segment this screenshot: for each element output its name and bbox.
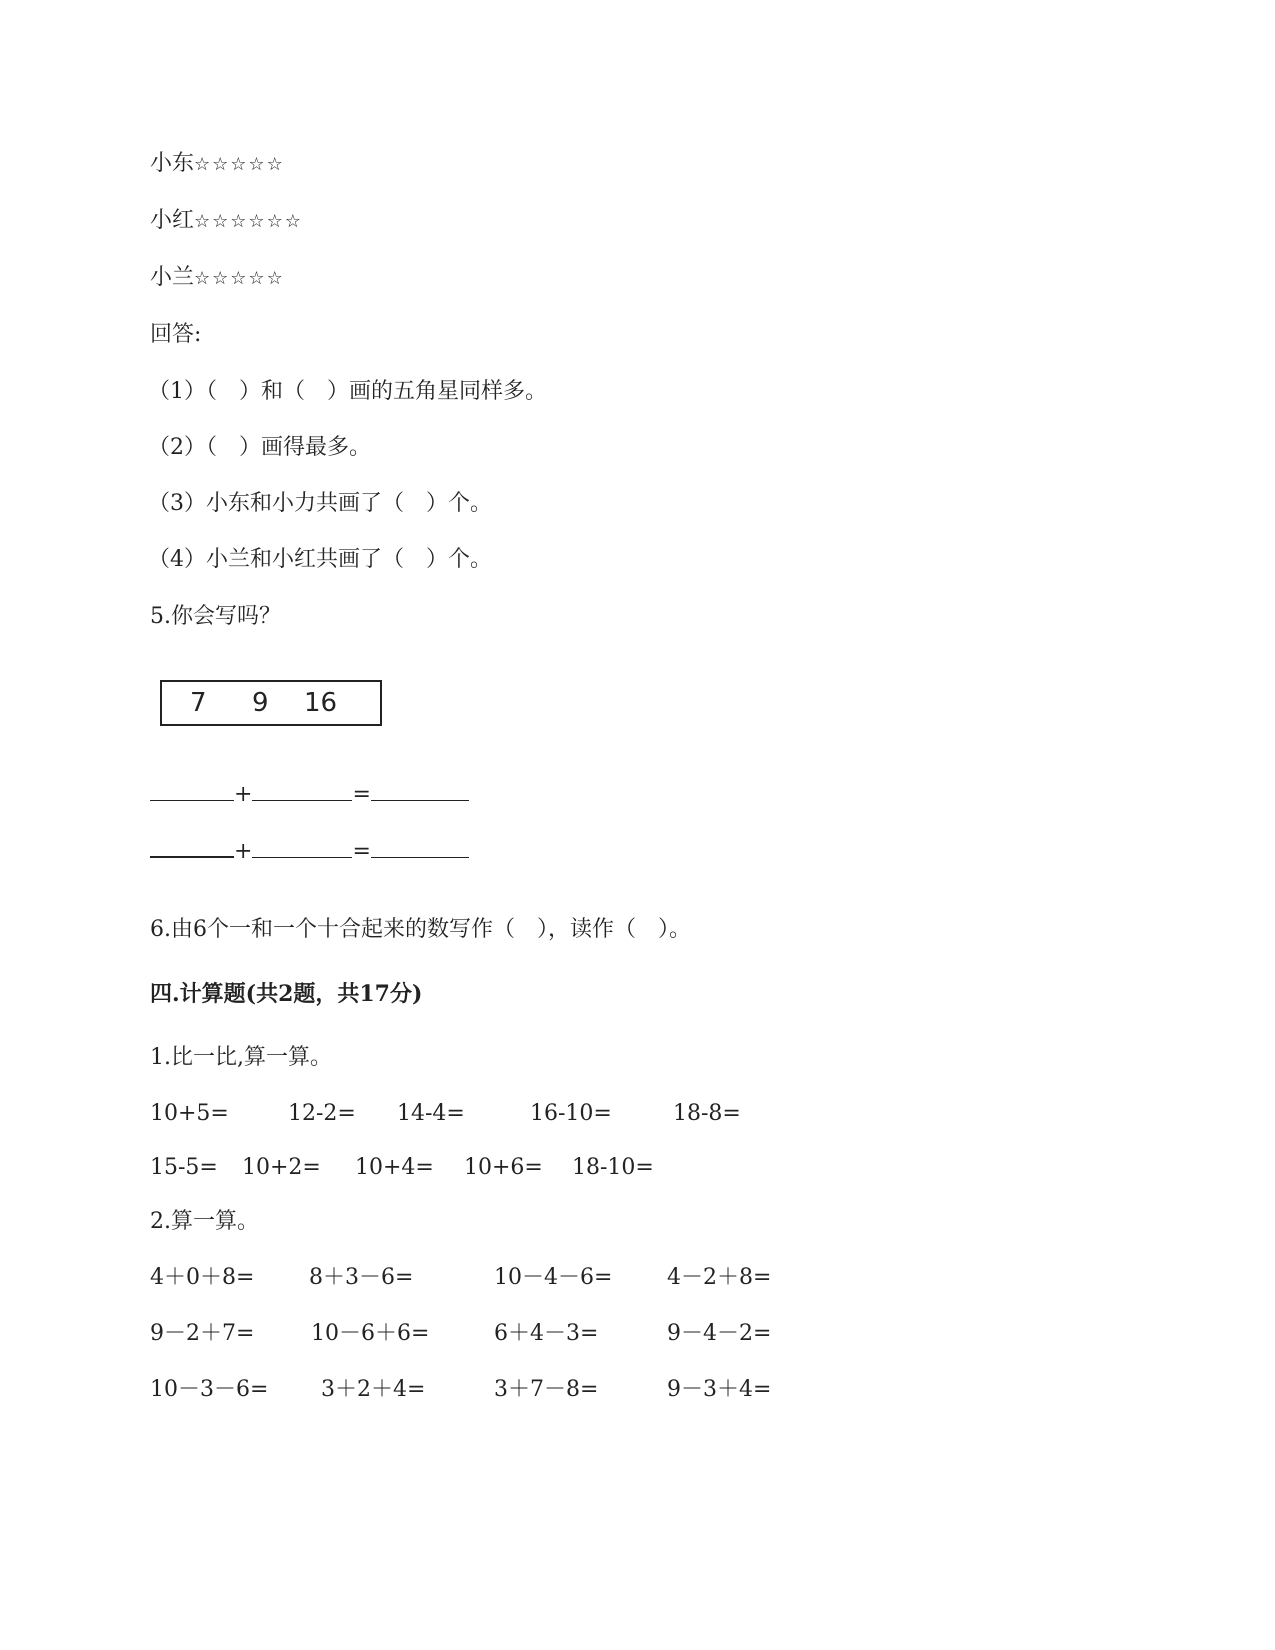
calc-item: 9－3＋4=: [667, 1377, 772, 1402]
calc-item: 15-5=: [150, 1155, 218, 1180]
plus-sign: +: [234, 839, 253, 864]
star-icons: ☆☆☆☆☆☆: [194, 211, 303, 232]
calc-item: 10+4=: [355, 1155, 434, 1180]
equals-sign: =: [352, 839, 371, 864]
calc-item: 8＋3－6=: [309, 1265, 414, 1290]
number-box-value: 16: [304, 688, 338, 718]
star-row-xiaodong: [150, 150, 285, 179]
star-row-xiaolan: [150, 264, 285, 293]
calc-item: 4－2＋8=: [667, 1265, 772, 1290]
equation-blank-row: [150, 776, 469, 809]
equation-blank-row: [150, 832, 469, 866]
star-row-xiaohong: [150, 207, 303, 236]
calc-item: 3＋2＋4=: [321, 1377, 426, 1402]
calc-item: 10+5=: [150, 1101, 229, 1126]
star-row-name: 小东: [150, 151, 195, 176]
q6-text: 6.由6个一和一个十合起来的数写作（ ），读作（ ）。: [150, 917, 691, 942]
question-3: （3）小东和小力共画了（ ）个。: [148, 491, 492, 516]
calc-item: 18-10=: [572, 1155, 654, 1180]
question-2: （2）（ ）画得最多。: [148, 435, 371, 460]
calc-item: 16-10=: [530, 1101, 612, 1126]
answer-blank[interactable]: [252, 776, 352, 801]
calc-item: 10－6＋6=: [311, 1321, 430, 1346]
answer-blank[interactable]: [371, 833, 469, 858]
star-row-name: 小红: [150, 208, 195, 233]
section-title: 四.计算题(共2题，共17分): [150, 981, 423, 1007]
calc-item: 10－4－6=: [494, 1265, 613, 1290]
calc1-title: 1.比一比,算一算。: [150, 1045, 332, 1070]
q5-title: 5.你会写吗？: [150, 604, 281, 629]
calc-item: 9－2＋7=: [150, 1321, 255, 1346]
calc-item: 9－4－2=: [667, 1321, 772, 1346]
equals-sign: =: [352, 782, 371, 807]
calc-item: 14-4=: [397, 1101, 465, 1126]
answer-blank[interactable]: [252, 833, 352, 858]
calc-item: 6＋4－3=: [494, 1321, 599, 1346]
calc-item: 18-8=: [673, 1101, 741, 1126]
calc2-title: 2.算一算。: [150, 1209, 259, 1234]
answer-label: 回答:: [150, 322, 202, 347]
number-box-value: 7: [190, 688, 207, 718]
calc-item: 3＋7－8=: [494, 1377, 599, 1402]
calc-item: 4＋0＋8=: [150, 1265, 255, 1290]
question-1: （1）（ ）和（ ）画的五角星同样多。: [148, 379, 547, 404]
number-box-value: 9: [252, 688, 269, 718]
calc-item: 12-2=: [288, 1101, 356, 1126]
calc-item: 10+2=: [242, 1155, 321, 1180]
number-box: [160, 680, 382, 726]
answer-blank[interactable]: [150, 776, 234, 801]
answer-blank[interactable]: [150, 832, 234, 858]
plus-sign: +: [234, 782, 253, 807]
star-icons: ☆☆☆☆☆: [194, 154, 285, 175]
question-4: （4）小兰和小红共画了（ ）个。: [148, 547, 492, 572]
star-row-name: 小兰: [150, 265, 195, 290]
calc-item: 10－3－6=: [150, 1377, 269, 1402]
answer-blank[interactable]: [371, 776, 469, 801]
calc-item: 10+6=: [464, 1155, 543, 1180]
star-icons: ☆☆☆☆☆: [194, 268, 285, 289]
